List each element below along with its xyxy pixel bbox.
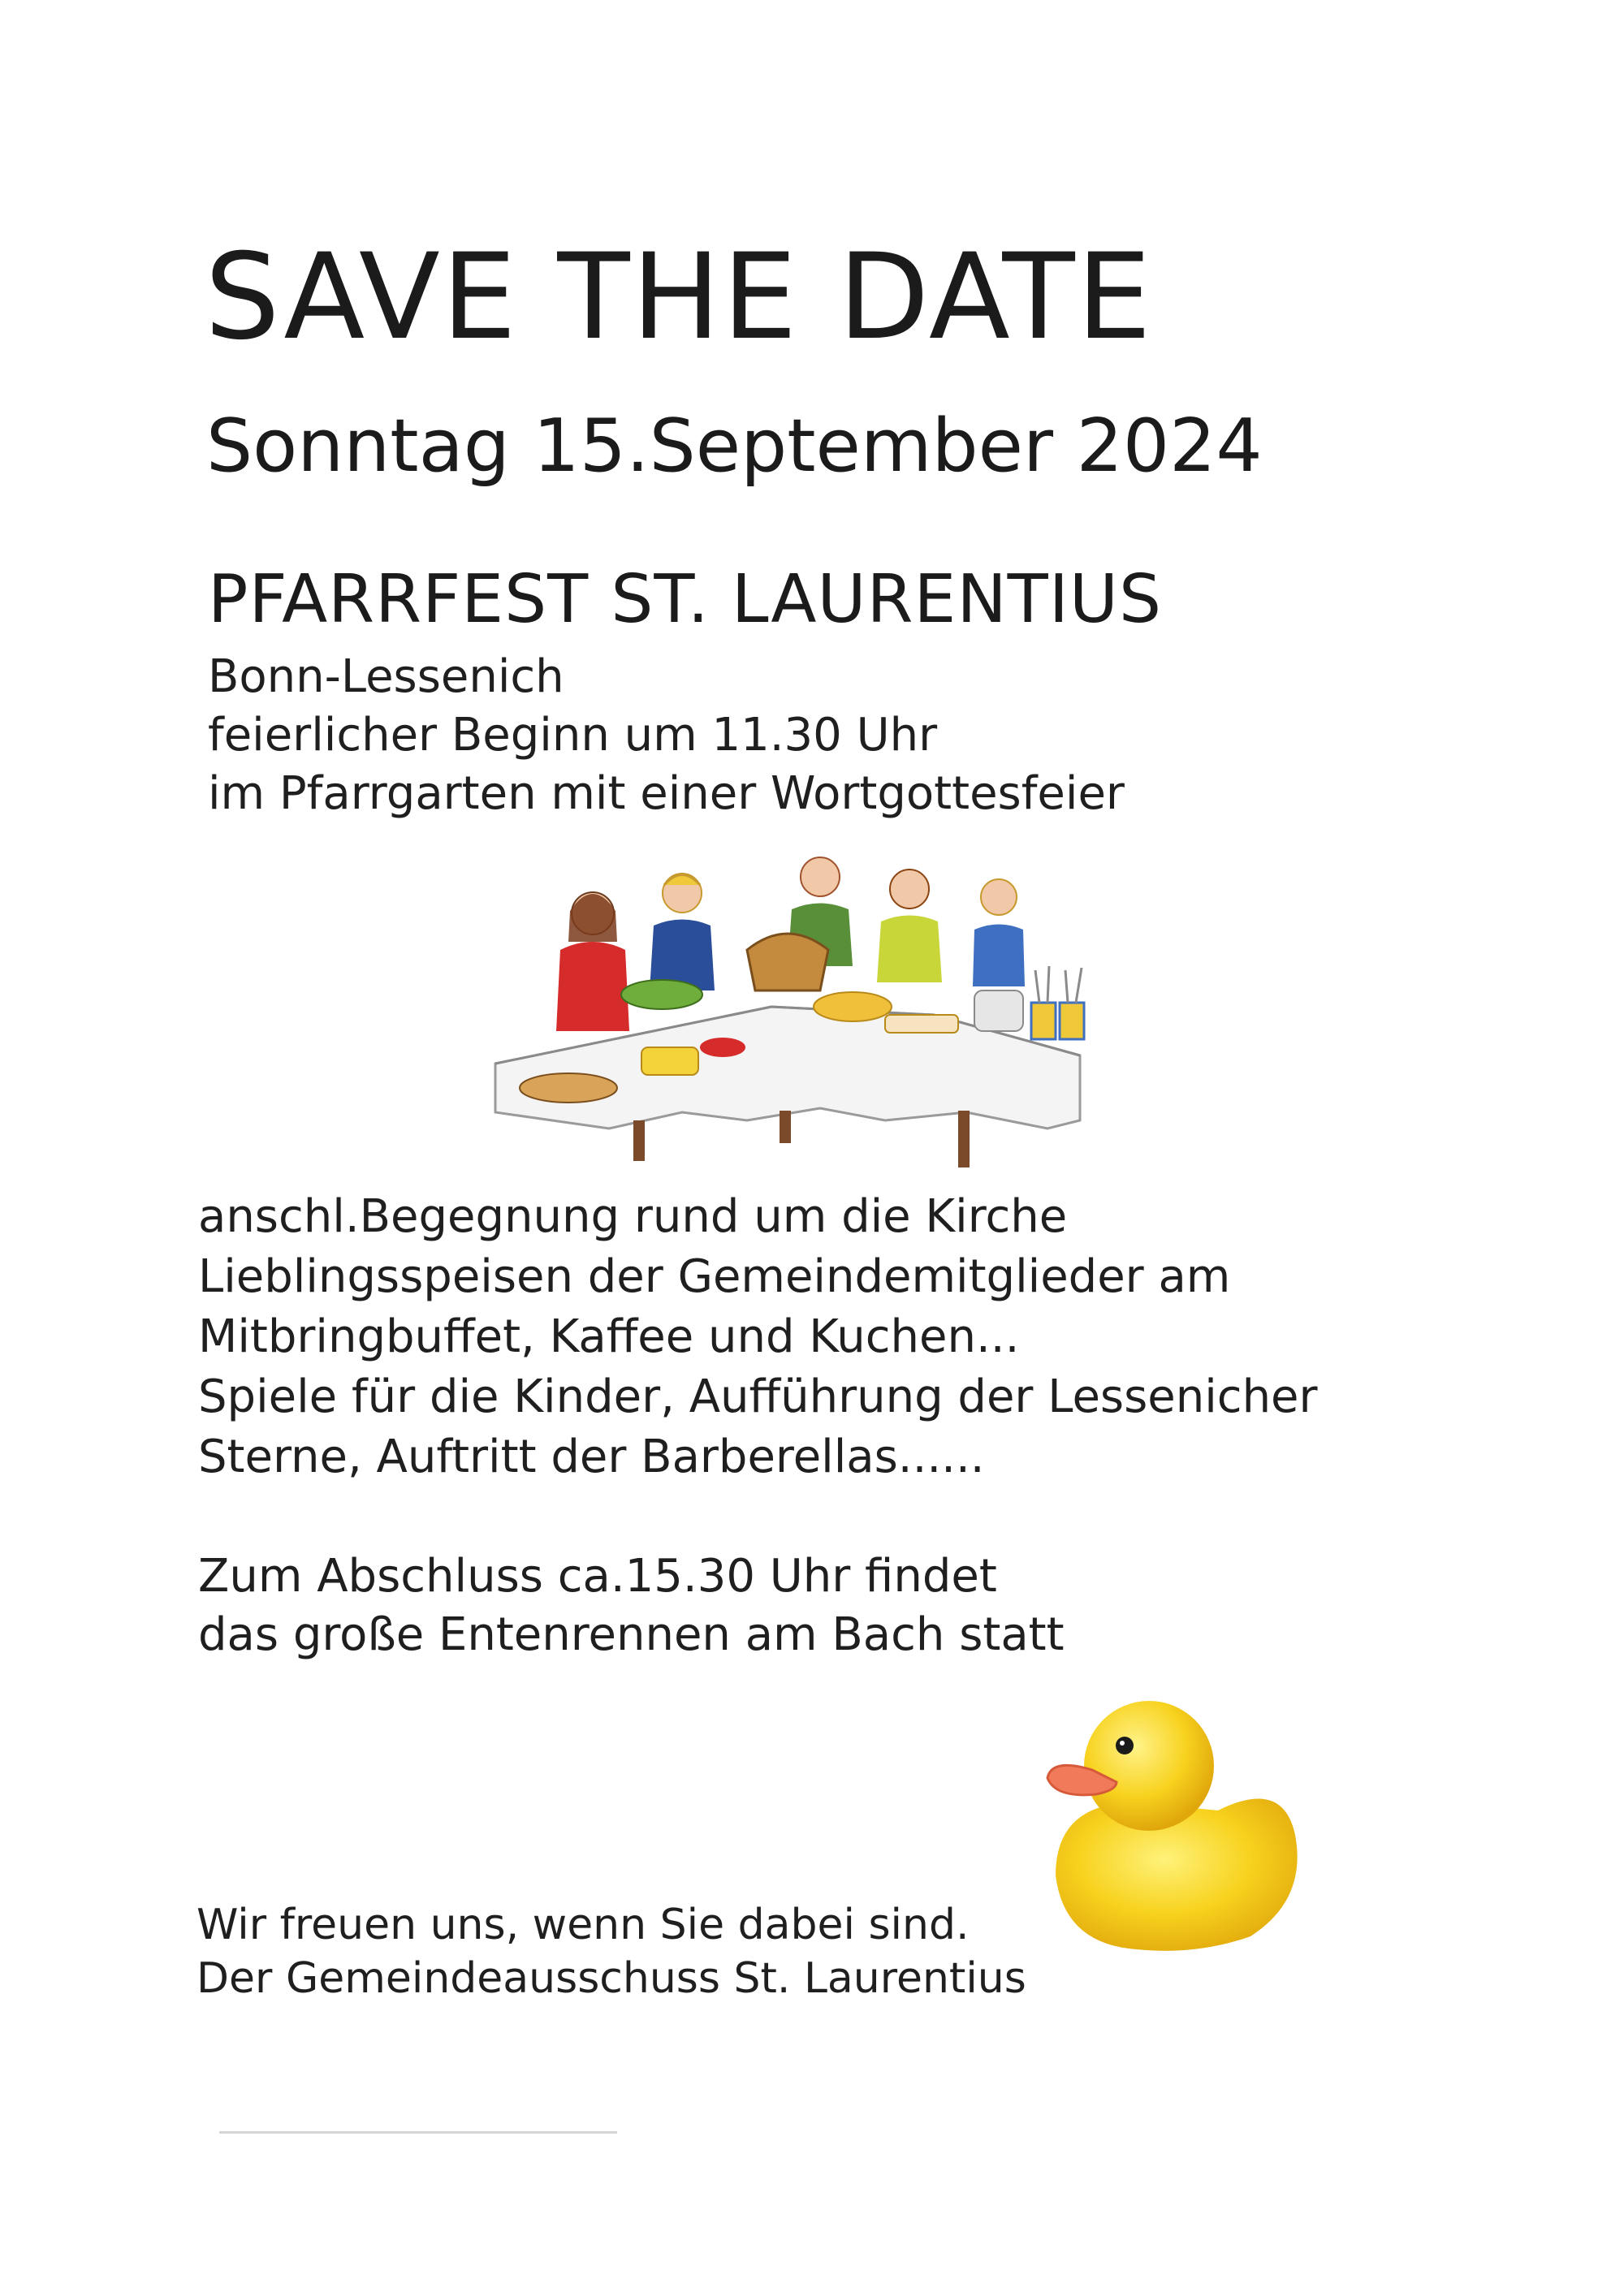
buffet-illustration bbox=[479, 852, 1096, 1177]
signoff-line: Der Gemeindeausschuss St. Laurentius bbox=[197, 1954, 1026, 2003]
intro-line: im Pfarrgarten mit einer Wortgottesfeier bbox=[208, 767, 1125, 820]
footer-rule bbox=[219, 2131, 617, 2134]
signoff-line: Wir freuen uns, wenn Sie dabei sind. bbox=[197, 1901, 970, 1949]
closing-line: das große Entenrennen am Bach statt bbox=[198, 1608, 1065, 1661]
intro-line: Bonn-Lessenich bbox=[208, 650, 564, 703]
program-line: Mitbringbuffet, Kaffee und Kuchen... bbox=[198, 1310, 1020, 1363]
program-line: Spiele für die Kinder, Aufführung der Lessenicher bbox=[198, 1370, 1318, 1423]
program-block bbox=[198, 1187, 1318, 1487]
headline: SAVE THE DATE bbox=[205, 228, 1153, 366]
event-title: PFARRFEST ST. LAURENTIUS bbox=[208, 561, 1163, 638]
program-line: Lieblingsspeisen der Gemeindemitglieder am bbox=[198, 1250, 1231, 1303]
closing-block bbox=[198, 1547, 1065, 1664]
program-line: Sterne, Auftritt der Barberellas...... bbox=[198, 1431, 985, 1483]
closing-line: Zum Abschluss ca.15.30 Uhr findet bbox=[198, 1550, 997, 1603]
signoff-block bbox=[197, 1898, 1026, 2005]
rubber-duck-image bbox=[1039, 1681, 1307, 1957]
intro-line: feierlicher Beginn um 11.30 Uhr bbox=[208, 709, 938, 762]
intro-block bbox=[208, 648, 1125, 823]
event-date: Sonntag 15.September 2024 bbox=[206, 404, 1263, 489]
program-line: anschl.Begegnung rund um die Kirche bbox=[198, 1190, 1068, 1243]
